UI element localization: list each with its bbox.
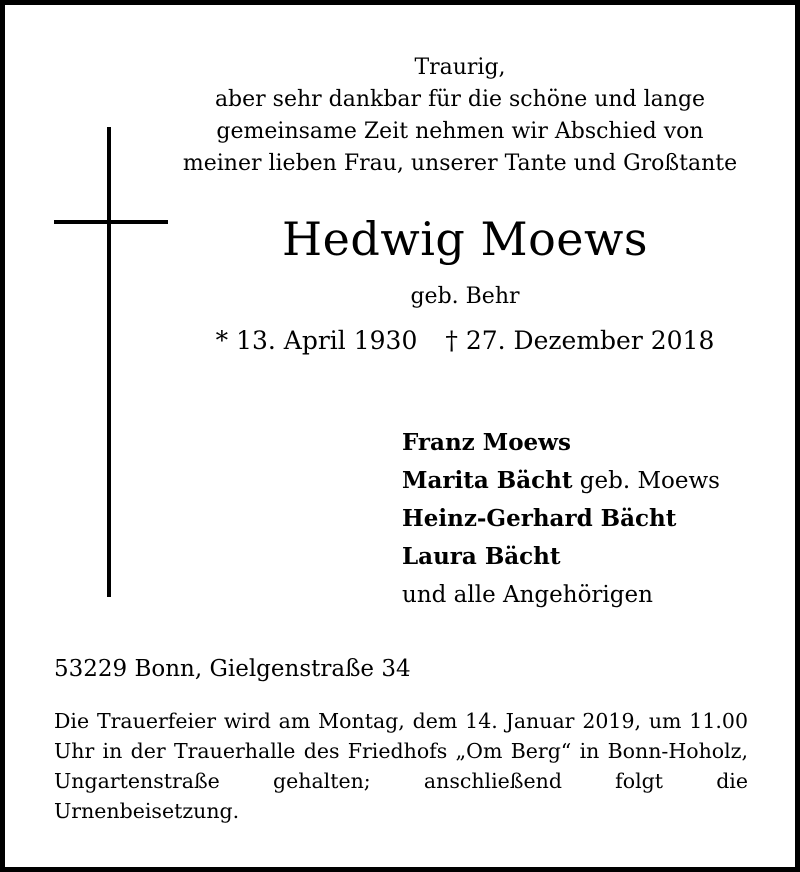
death-date: † 27. Dezember 2018 xyxy=(445,326,715,355)
mourner-name: Heinz-Gerhard Bächt xyxy=(402,505,677,532)
cross-horizontal-bar xyxy=(54,220,168,224)
intro-line: Traurig, xyxy=(414,55,506,80)
intro-text xyxy=(150,52,770,180)
mourners-list xyxy=(402,424,720,614)
mourner-entry xyxy=(402,538,720,576)
life-dates xyxy=(200,326,730,355)
mourner-name: Marita Bächt xyxy=(402,467,573,494)
service-notice: Die Trauerfeier wird am Montag, dem 14. Januar 2019, um 11.00 Uhr in der Trauerhalle des Friedhofs „Om Berg“ in Bonn-Hoholz, Ungartenstraße gehalten; anschließend folgt die Urnenbeisetzung. xyxy=(54,709,748,823)
intro-line: meiner lieben Frau, unserer Tante und Großtante xyxy=(182,151,738,176)
mourner-entry xyxy=(402,462,720,500)
cross-vertical-bar xyxy=(107,127,111,597)
maiden-name: geb. Behr xyxy=(410,284,520,309)
mourner-name: Franz Moews xyxy=(402,429,571,456)
mourner-name: Laura Bächt xyxy=(402,543,561,570)
mourner-entry xyxy=(402,424,720,462)
mourners-closing: und alle Angehörigen xyxy=(402,582,653,608)
deceased-name: Hedwig Moews xyxy=(282,212,648,266)
address: 53229 Bonn, Gielgenstraße 34 xyxy=(54,656,411,682)
intro-line: gemeinsame Zeit nehmen wir Abschied von xyxy=(216,119,704,144)
mourner-entry xyxy=(402,500,720,538)
mourner-suffix: geb. Moews xyxy=(572,468,720,494)
birth-date: * 13. April 1930 xyxy=(215,326,418,355)
intro-line: aber sehr dankbar für die schöne und lange xyxy=(214,87,706,112)
